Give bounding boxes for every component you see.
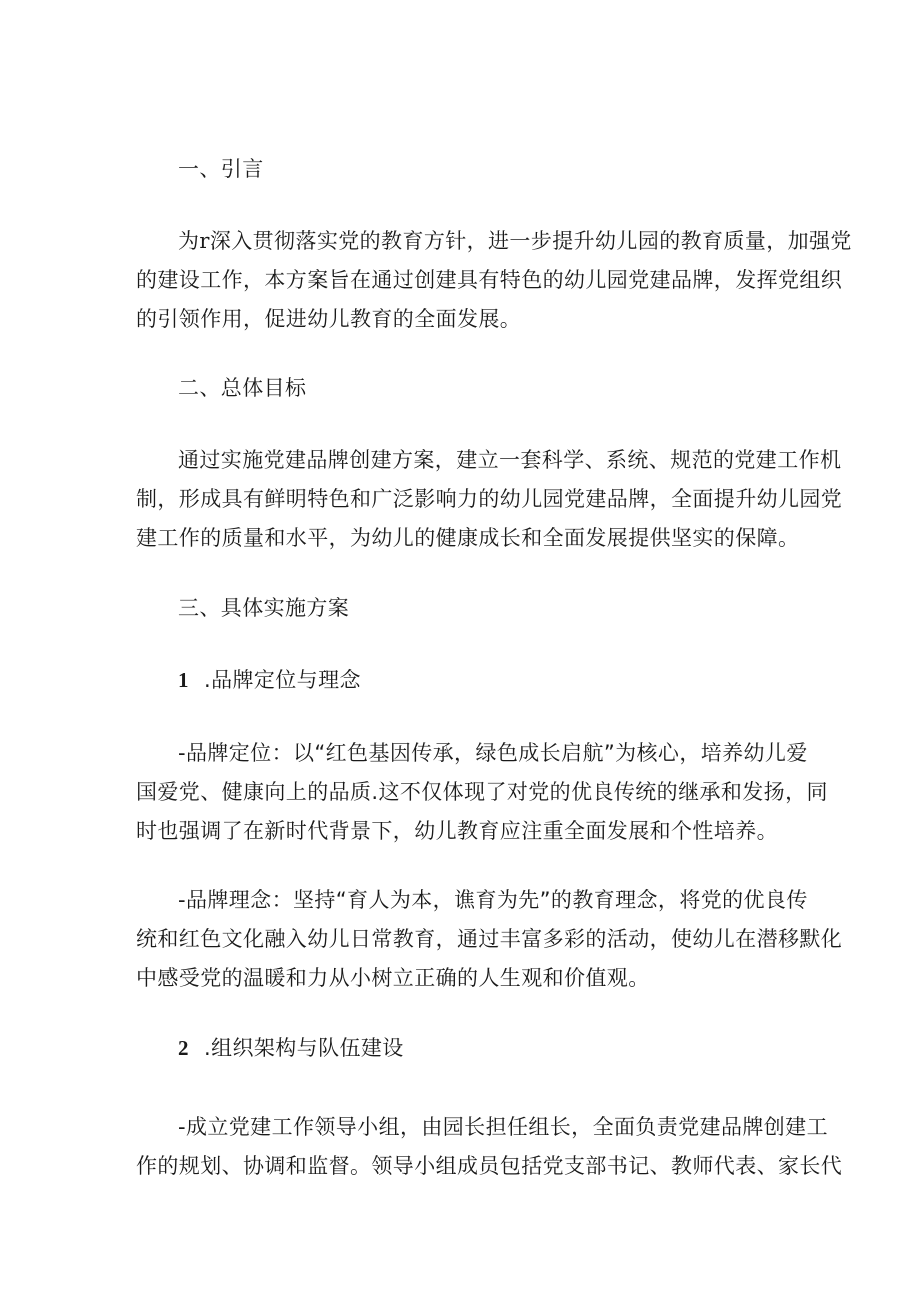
section-heading-plan: 三、具体实施方案 (178, 596, 350, 620)
subsection-title: .组织架构与队伍建设 (204, 1036, 404, 1060)
intro-paragraph-line-2: 的建设工作，本方案旨在通过创建具有特色的幼儿园党建品牌，发挥党组织 (136, 268, 843, 292)
organization-line-1: -成立党建工作领导小组，由园长担任组长，全面负责党建品牌创建工 (178, 1115, 828, 1139)
organization-line-2: 作的规划、协调和监督。领导小组成员包括党支部书记、教师代表、家长代 (136, 1154, 843, 1178)
section-heading-goal: 二、总体目标 (178, 376, 307, 400)
concept-line-3: 中感受党的温暖和力从小树立正确的人生观和价值观。 (136, 966, 650, 990)
concept-line-2: 统和红色文化融入幼儿日常教育，通过丰富多彩的活动，使幼儿在潜移默化 (136, 927, 843, 951)
goal-paragraph-line-3: 建工作的质量和水平，为幼儿的健康成长和全面发展提供坚实的保障。 (136, 526, 800, 550)
positioning-line-1: -品牌定位：以“红色基因传承，绿色成长启航”为核心，培养幼儿爱 (178, 741, 808, 765)
positioning-line-3: 时也强调了在新时代背景下，幼儿教育应注重全面发展和个性培养。 (136, 819, 778, 843)
subsection-heading-2 (178, 1033, 404, 1063)
subsection-number: 1 (178, 668, 189, 692)
section-heading-intro: 一、引言 (178, 157, 264, 181)
intro-paragraph-line-3: 的引领作用，促进幼儿教育的全面发展。 (136, 307, 522, 331)
positioning-line-2: 国爱党、健康向上的品质.这不仅体现了对党的优良传统的继承和发扬，同 (136, 780, 828, 804)
concept-line-1: -品牌理念：坚持“育人为本，谯育为先”的教育理念，将党的优良传 (178, 888, 808, 912)
goal-paragraph-line-1: 通过实施党建品牌创建方案，建立一套科学、系统、规范的党建工作机 (178, 448, 842, 472)
intro-paragraph-line-1: 为r深入贯彻落实党的教育方针，进一步提升幼儿园的教育质量，加强党 (178, 229, 852, 253)
subsection-number: 2 (178, 1036, 189, 1060)
subsection-heading-1 (178, 665, 361, 695)
subsection-title: .品牌定位与理念 (204, 668, 361, 692)
goal-paragraph-line-2: 制，形成具有鲜明特色和广泛影响力的幼儿园党建品牌，全面提升幼儿园党 (136, 487, 843, 511)
